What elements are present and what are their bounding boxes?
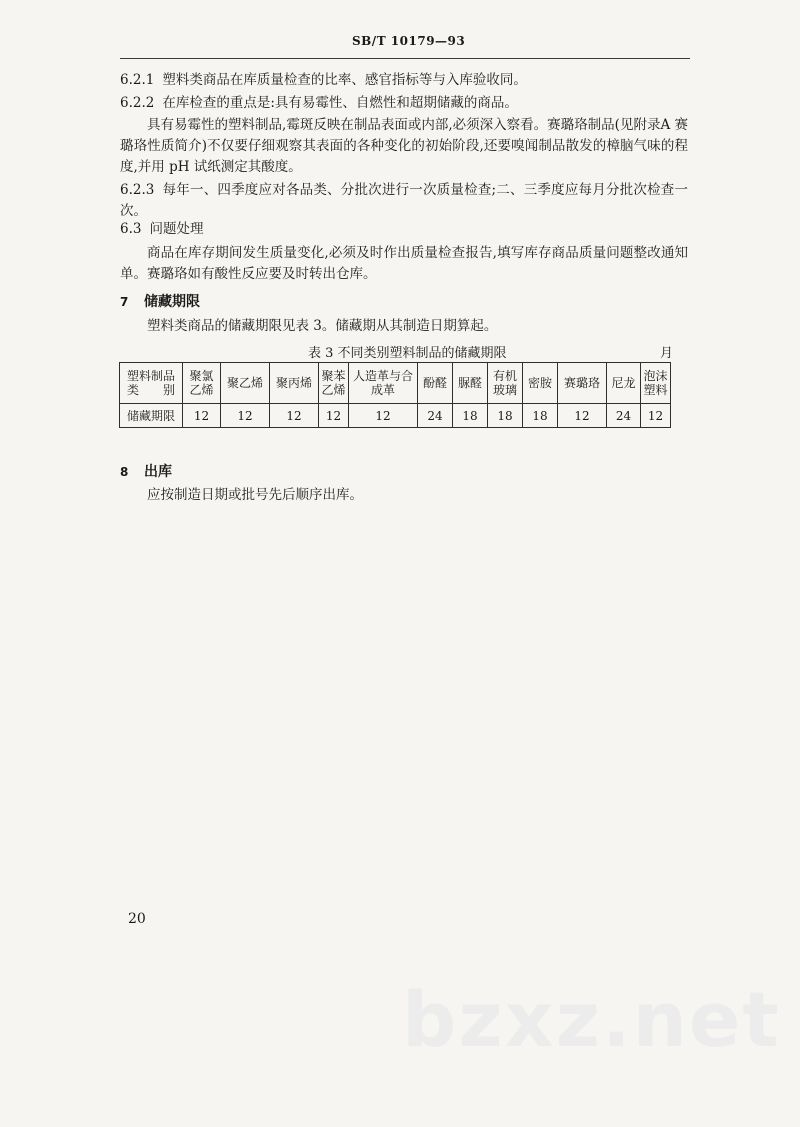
table-cell: 12 [270,404,319,428]
table-cell: 24 [418,404,453,428]
table-cell: 12 [319,404,349,428]
table-unit: 月 [660,346,674,361]
table-cell: 12 [349,404,418,428]
section-7-heading [120,291,200,311]
table-column-header: 赛璐珞 [558,363,607,404]
section-number: 7 [120,295,129,309]
table-row [120,404,671,428]
document-number: SB/T 10179—93 [352,34,466,48]
clause-title: 问题处理 [149,221,204,237]
clause-number: 6.3 [120,221,142,237]
storage-period-table [119,362,671,428]
table-cell: 12 [558,404,607,428]
clause-6-2-1 [120,72,527,89]
section-title: 储藏期限 [144,294,200,310]
table-cell: 24 [607,404,641,428]
header-rule [120,58,690,59]
clause-number: 6.2.3 [120,182,155,198]
section-8-heading [120,461,172,481]
table-header-label: 塑料制品类 别 [120,363,183,404]
table-column-header: 聚丙烯 [270,363,319,404]
table-row-label: 储藏期限 [120,404,183,428]
table-column-header: 有机玻璃 [488,363,523,404]
clause-number: 6.2.1 [120,72,155,88]
clause-6-2-2 [120,95,518,112]
table-column-header: 脲醛 [453,363,488,404]
table-caption: 表 3 不同类别塑料制品的储藏期限 [308,346,507,361]
table-cell: 12 [221,404,270,428]
table-column-header: 聚乙烯 [221,363,270,404]
table-cell: 18 [453,404,488,428]
section-7-paragraph: 塑料类商品的储藏期限见表 3。储藏期从其制造日期算起。 [147,318,498,334]
table-column-header: 密胺 [523,363,558,404]
table-header-row [120,363,671,404]
section-number: 8 [120,465,129,479]
table-cell: 18 [523,404,558,428]
clause-number: 6.2.2 [120,95,155,111]
table-column-header: 泡沫塑料 [641,363,671,404]
table-column-header: 人造革与合成革 [349,363,418,404]
clause-text: 塑料类商品在库质量检查的比率、感官指标等与入库验收同。 [162,72,527,88]
table-cell: 18 [488,404,523,428]
clause-6-3 [120,221,203,238]
section-8-paragraph: 应按制造日期或批号先后顺序出库。 [147,487,363,503]
clause-6-2-2-paragraph: 具有易霉性的塑料制品,霉斑反映在制品表面或内部,必须深入察看。赛璐珞制品(见附录A 赛璐珞性质简介)不仅要仔细观察其表面的各种变化的初始阶段,还要嗅闻制品散发的樟脑气味的程度,并用 pH 试纸测定其酸度。 [120,117,688,175]
table-column-header: 尼龙 [607,363,641,404]
section-title: 出库 [144,464,172,480]
table-column-header: 聚氯乙烯 [183,363,221,404]
table-cell: 12 [641,404,671,428]
table-column-header: 酚醛 [418,363,453,404]
clause-text: 每年一、四季度应对各品类、分批次进行一次质量检查;二、三季度应每月分批次检查一次。 [120,182,688,219]
table-column-header: 聚苯乙烯 [319,363,349,404]
page-number: 20 [128,911,146,927]
watermark: bzxz.net [402,975,781,1064]
table-cell: 12 [183,404,221,428]
clause-6-3-paragraph: 商品在库存期间发生质量变化,必须及时作出质量检查报告,填写库存商品质量问题整改通知单。赛璐珞如有酸性反应要及时转出仓库。 [120,245,688,282]
clause-text: 在库检查的重点是:具有易霉性、自燃性和超期储藏的商品。 [162,95,518,111]
clause-6-2-3 [120,180,688,222]
